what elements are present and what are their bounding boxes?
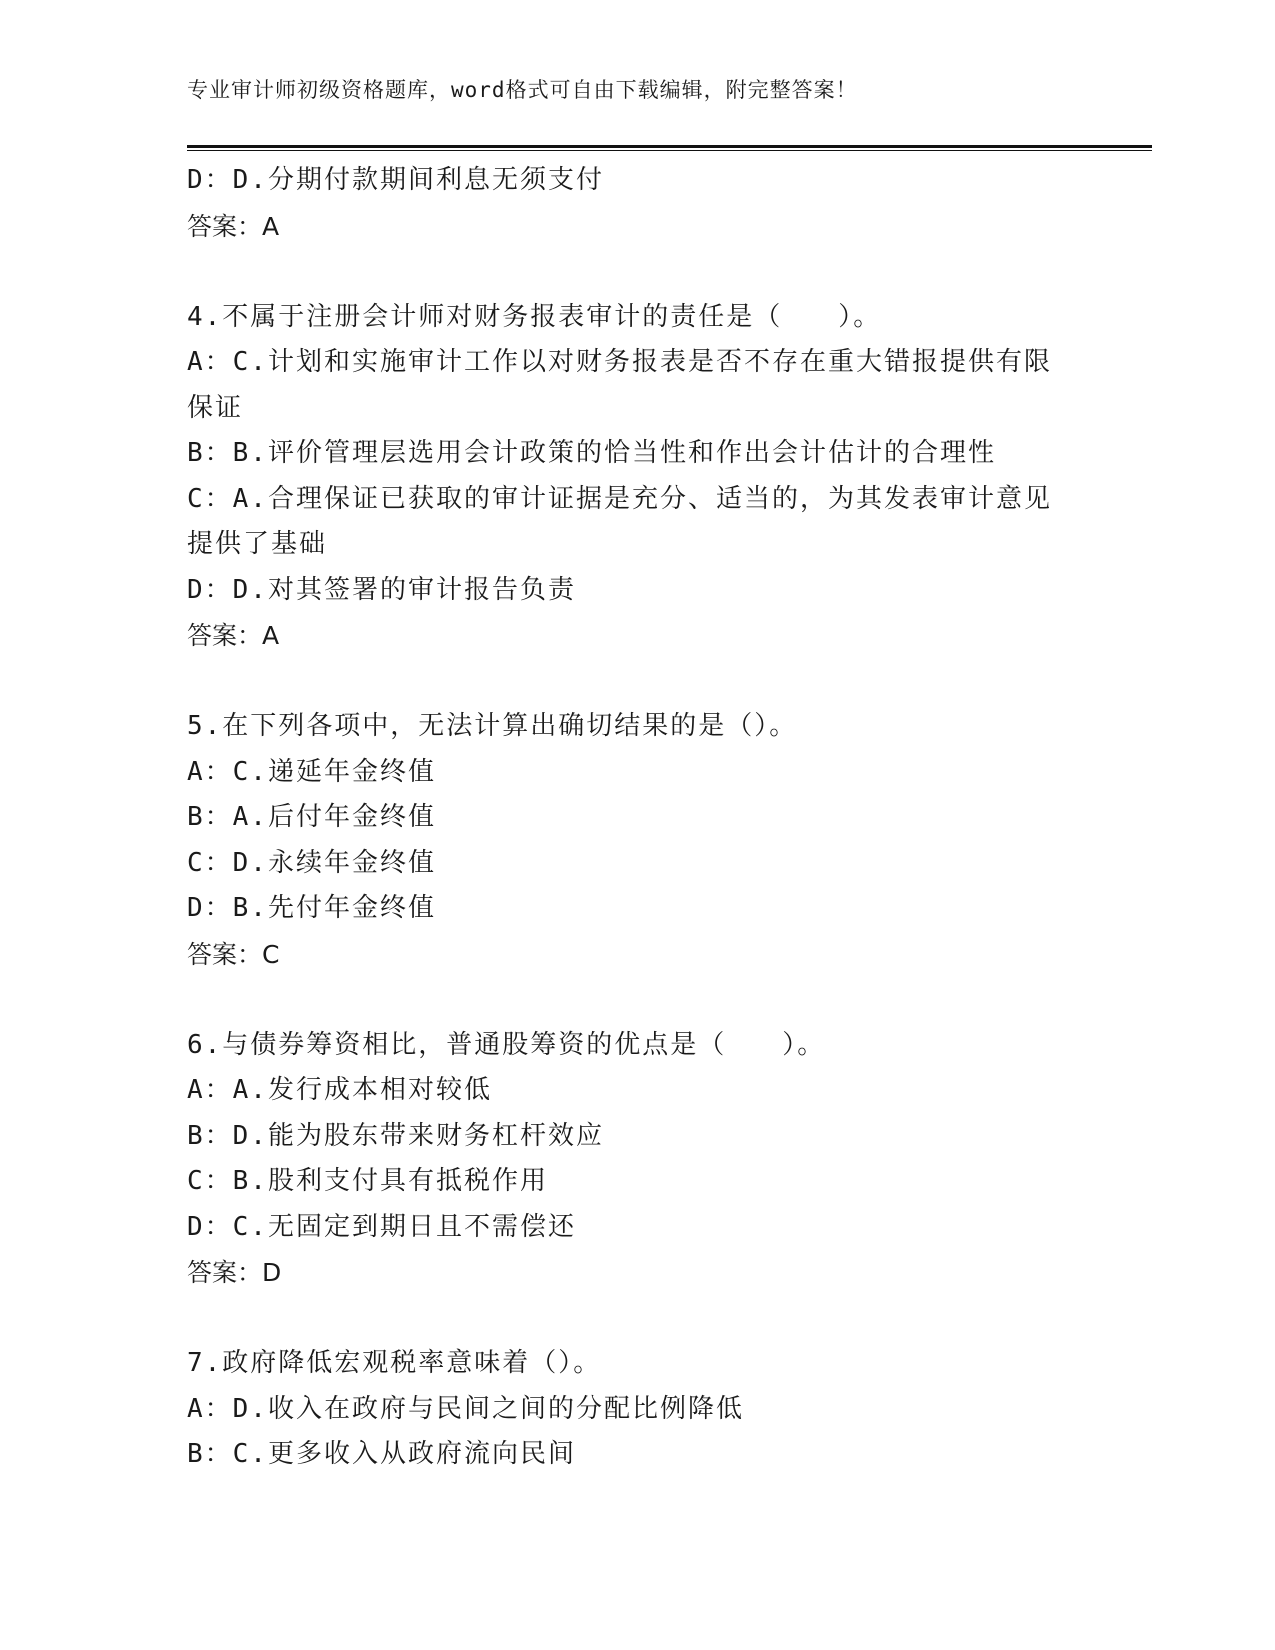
q4-option-a-line1: A：C.计划和实施审计工作以对财务报表是否不存在重大错报提供有限: [187, 347, 1052, 377]
q4-option-a-line2: 保证: [187, 392, 244, 423]
q7-option-b: B：C.更多收入从政府流向民间: [187, 1439, 576, 1469]
q6-title: 6.与债券筹资相比，普通股筹资的优点是（ ）。: [187, 1029, 826, 1060]
spacer: [187, 977, 1087, 1023]
q5-answer: 答案：C: [187, 939, 280, 969]
q6-option-c: C：B.股利支付具有抵税作用: [187, 1166, 548, 1196]
q7-title: 7.政府降低宏观税率意味着（）。: [187, 1348, 602, 1378]
q4-option-b: B：B.评价管理层选用会计政策的恰当性和作出会计估计的合理性: [187, 438, 996, 468]
spacer: [187, 249, 1087, 295]
q6-option-a: A：A.发行成本相对较低: [187, 1075, 492, 1105]
q4-option-c-line1: C：A.合理保证已获取的审计证据是充分、适当的，为其发表审计意见: [187, 483, 1052, 514]
question-content: [187, 158, 1087, 1478]
q4-option-d: D：D.对其签署的审计报告负责: [187, 574, 576, 605]
q5-option-c: C：D.永续年金终值: [187, 847, 436, 878]
q5-option-d: D：B.先付年金终值: [187, 893, 436, 923]
q5-option-a: A：C.递延年金终值: [187, 756, 436, 787]
spacer: [187, 1296, 1087, 1342]
q3-answer: 答案：A: [187, 211, 280, 241]
header-divider-thick: [187, 145, 1152, 148]
q6-answer: 答案：D: [187, 1258, 282, 1287]
q4-title: 4.不属于注册会计师对财务报表审计的责任是（ ）。: [187, 301, 882, 332]
q3-option-d: D：D.分期付款期间利息无须支付: [187, 165, 604, 195]
q6-option-b: B：D.能为股东带来财务杠杆效应: [187, 1120, 604, 1151]
q7-option-a: A：D.收入在政府与民间之间的分配比例降低: [187, 1393, 744, 1424]
q4-answer: 答案：A: [187, 621, 280, 650]
spacer: [187, 659, 1087, 705]
q6-option-d: D：C.无固定到期日且不需偿还: [187, 1211, 576, 1242]
page-header: 专业审计师初级资格题库，word格式可自由下载编辑，附完整答案！: [187, 78, 858, 102]
q5-title: 5.在下列各项中，无法计算出确切结果的是（）。: [187, 711, 798, 741]
header-divider-thin: [187, 150, 1152, 151]
q4-option-c-line2: 提供了基础: [187, 529, 328, 559]
q5-option-b: B：A.后付年金终值: [187, 802, 436, 832]
